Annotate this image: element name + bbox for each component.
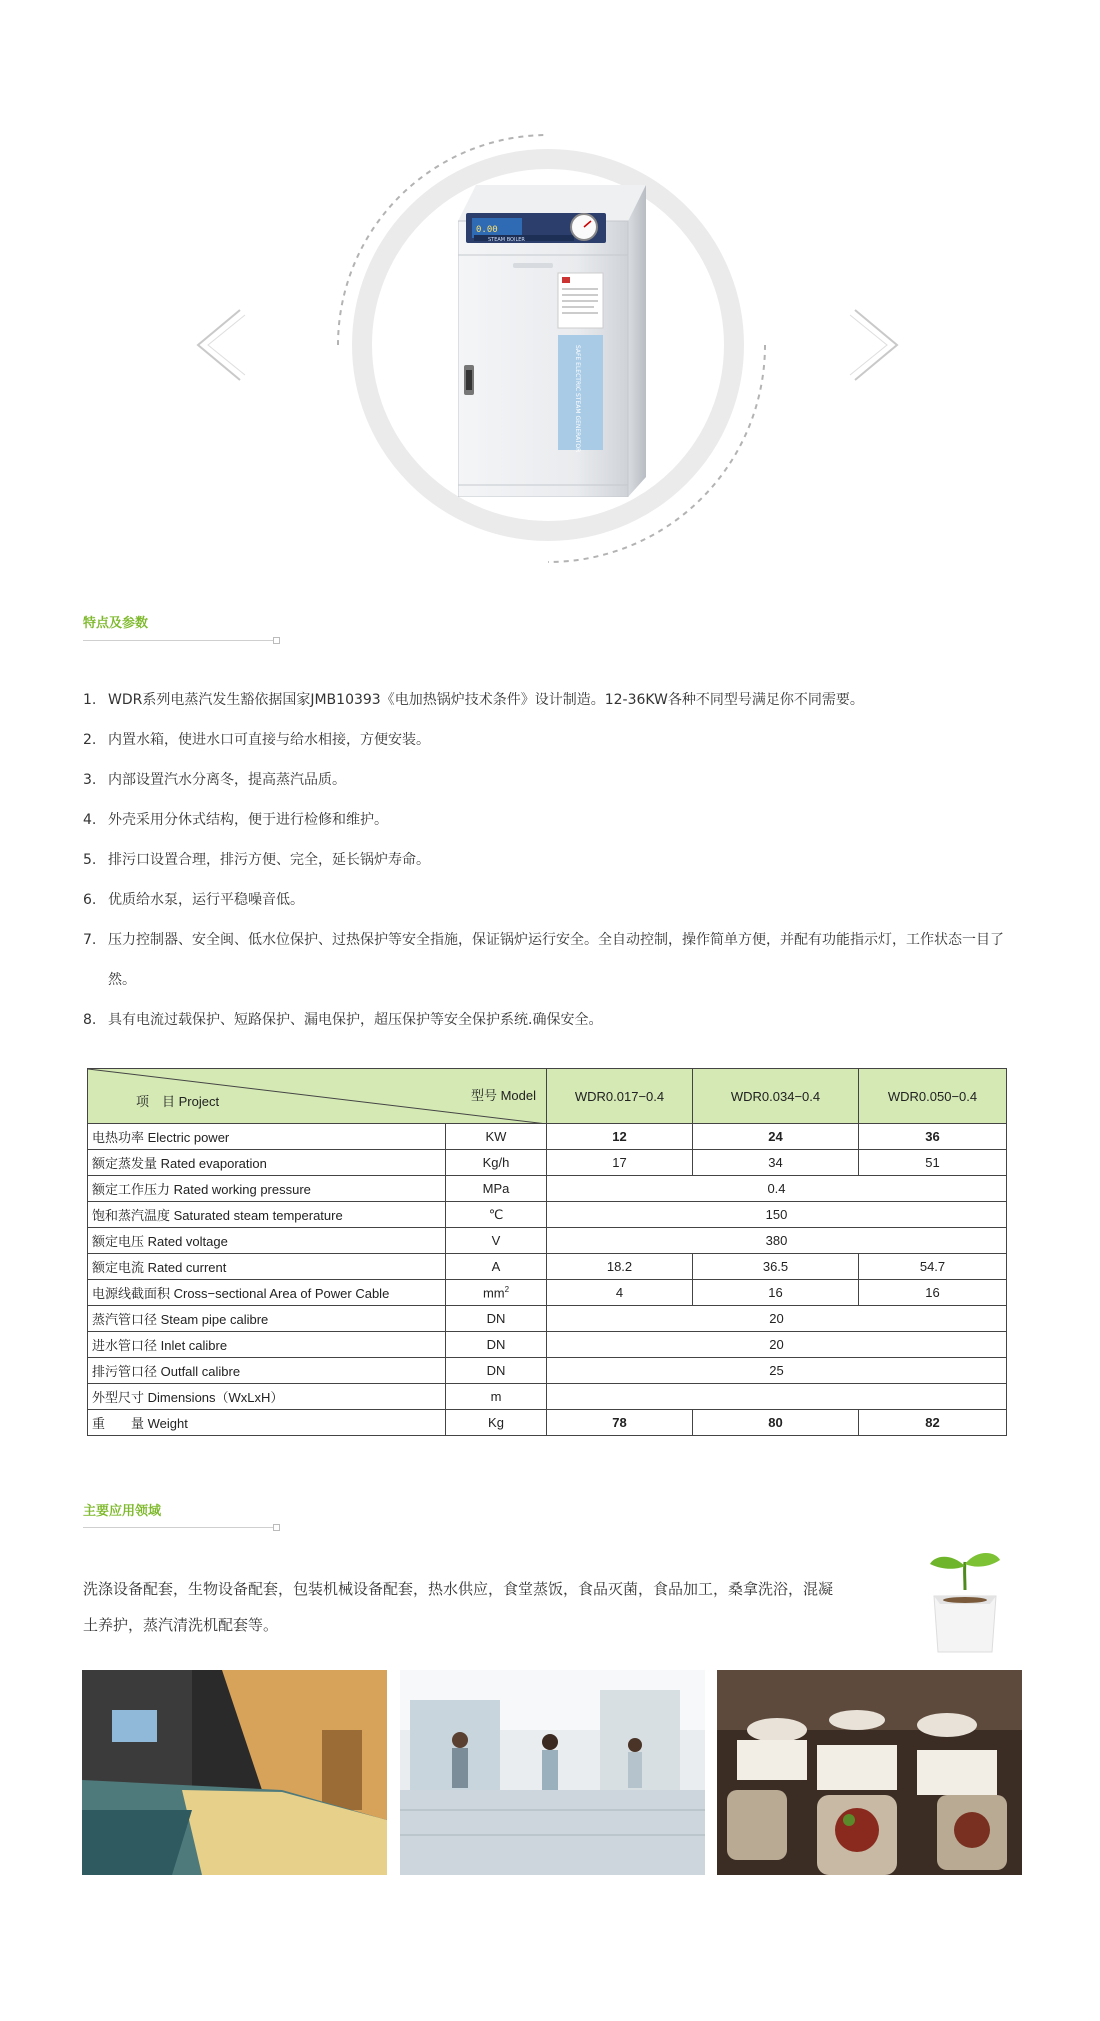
feature-text: 内部设置汽水分离冬，提高蒸汽品质。 (108, 772, 346, 788)
spec-unit: DN (446, 1332, 547, 1358)
spec-value: 4 (547, 1280, 693, 1306)
steam-boiler-image (458, 185, 646, 497)
spec-row (88, 1150, 1007, 1176)
feature-item (83, 680, 1018, 720)
features-section-divider (83, 640, 276, 641)
spec-unit: A (446, 1254, 547, 1280)
feature-item (83, 880, 1018, 920)
spec-row (88, 1384, 1007, 1410)
spec-item-label: 进水管口径 Inlet calibre (88, 1332, 446, 1358)
header-model-label: 型号 Model (470, 1088, 536, 1103)
spec-item-label: 重 量 Weight (88, 1410, 446, 1436)
spec-value-merged: 20 (547, 1306, 1007, 1332)
spec-value: 18.2 (547, 1254, 693, 1280)
spec-table-header (88, 1069, 1007, 1124)
spec-value-merged: 150 (547, 1202, 1007, 1228)
spec-unit: Kg/h (446, 1150, 547, 1176)
spec-value-merged: 20 (547, 1332, 1007, 1358)
model-header: WDR0.034−0.4 (693, 1069, 859, 1124)
feature-text: 优质给水泵，运行平稳噪音低。 (108, 892, 304, 908)
features-section-title: 特点及参数 (83, 616, 149, 631)
feature-item (83, 760, 1018, 800)
model-header: WDR0.017−0.4 (547, 1069, 693, 1124)
spec-item-label: 电热功率 Electric power (88, 1124, 446, 1150)
spec-row (88, 1280, 1007, 1306)
spec-item-label: 饱和蒸汽温度 Saturated steam temperature (88, 1202, 446, 1228)
spec-value: 54.7 (859, 1254, 1007, 1280)
product-hero (0, 0, 1100, 580)
spec-item-label: 额定电压 Rated voltage (88, 1228, 446, 1254)
sprout-pot-icon (920, 1548, 1010, 1660)
spec-row (88, 1124, 1007, 1150)
spec-unit: V (446, 1228, 547, 1254)
spec-value: 80 (693, 1410, 859, 1436)
spec-value: 36.5 (693, 1254, 859, 1280)
spec-item-label: 外型尺寸 Dimensions（WxLxH） (88, 1384, 446, 1410)
header-diagonal-cell (88, 1069, 547, 1124)
feature-item (83, 840, 1018, 880)
spec-value: 34 (693, 1150, 859, 1176)
food-jars-photo (717, 1670, 1022, 1875)
spec-table (87, 1068, 1007, 1436)
feature-number: 6. (83, 892, 97, 908)
chevron-right-icon (845, 305, 905, 385)
feature-number: 4. (83, 812, 97, 828)
spec-value: 24 (693, 1124, 859, 1150)
spec-unit: DN (446, 1306, 547, 1332)
next-arrow-button[interactable] (845, 305, 905, 385)
spec-row (88, 1202, 1007, 1228)
spec-value: 16 (859, 1280, 1007, 1306)
spec-value-merged: 380 (547, 1228, 1007, 1254)
feature-text: 外壳采用分休式结构，便于进行检修和维护。 (108, 812, 388, 828)
feature-number: 5. (83, 852, 97, 868)
spec-item-label: 额定工作压力 Rated working pressure (88, 1176, 446, 1202)
feature-item (83, 720, 1018, 760)
spec-value: 17 (547, 1150, 693, 1176)
spec-value: 51 (859, 1150, 1007, 1176)
spec-unit: Kg (446, 1410, 547, 1436)
applications-section-divider (83, 1527, 276, 1528)
spec-row (88, 1306, 1007, 1332)
spec-unit: MPa (446, 1176, 547, 1202)
feature-text: 排污口设置合理，排污方便、完全，延长锅炉寿命。 (108, 852, 430, 868)
spa-pool-photo (82, 1670, 387, 1875)
spec-row (88, 1176, 1007, 1202)
feature-number: 8. (83, 1012, 97, 1028)
svg-text:STEAM BOILER: STEAM BOILER (488, 237, 525, 243)
spec-value-merged (547, 1384, 1007, 1410)
spec-row (88, 1332, 1007, 1358)
feature-item (83, 800, 1018, 840)
svg-text:0.00: 0.00 (476, 225, 498, 235)
applications-line: 土养护，蒸汽清洗机配套等。 (83, 1616, 279, 1634)
spec-table-body (88, 1124, 1007, 1436)
spec-value-merged: 0.4 (547, 1176, 1007, 1202)
feature-item (83, 1000, 1018, 1040)
feature-text: 内置水箱，使进水口可直接与给水相接，方便安装。 (108, 732, 430, 748)
svg-text:SAFE ELECTRIC STEAM GENERATOR: SAFE ELECTRIC STEAM GENERATOR (574, 345, 581, 453)
feature-text: 压力控制器、安全闽、低水位保护、过热保护等安全指施，保证锅炉运行安全。全自动控制，操作简单方便，并配有功能指示灯，工作状态一目了然。 (108, 932, 1004, 988)
spec-value: 82 (859, 1410, 1007, 1436)
spec-value: 36 (859, 1124, 1007, 1150)
spec-row (88, 1228, 1007, 1254)
header-project-label: 项 目 Project (136, 1094, 220, 1109)
spec-item-label: 额定蒸发量 Rated evaporation (88, 1150, 446, 1176)
feature-item (83, 920, 1018, 1000)
spec-value-merged: 25 (547, 1358, 1007, 1384)
spec-row (88, 1410, 1007, 1436)
feature-number: 1. (83, 692, 97, 708)
spec-unit: m (446, 1384, 547, 1410)
spec-value: 16 (693, 1280, 859, 1306)
spec-item-label: 排污管口径 Outfall calibre (88, 1358, 446, 1384)
spec-unit: DN (446, 1358, 547, 1384)
feature-number: 2. (83, 732, 97, 748)
applications-line: 洗涤设备配套，生物设备配套，包装机械设备配套，热水供应，食堂蒸饭，食品灭菌，食品加工，桑拿洗浴，混凝 (83, 1580, 834, 1598)
feature-text: 具有电流过载保护、短路保护、漏电保护，超压保护等安全保护系统.确保安全。 (108, 1012, 603, 1028)
spec-value: 12 (547, 1124, 693, 1150)
applications-section-title: 主要应用领域 (83, 1504, 162, 1519)
feature-text: WDR系列电蒸汽发生豁依据国家JMB10393《电加热锅炉技术条件》设计制造。12-36KW各种不同型号满足你不同需要。 (108, 692, 864, 708)
feature-number: 3. (83, 772, 97, 788)
spec-row (88, 1254, 1007, 1280)
model-header: WDR0.050−0.4 (859, 1069, 1007, 1124)
spec-unit: $mm^2$ (446, 1280, 547, 1306)
cafeteria-photo (400, 1670, 705, 1875)
spec-item-label: 电源线截面积 Cross−sectional Area of Power Cable (88, 1280, 446, 1306)
spec-item-label: 额定电流 Rated current (88, 1254, 446, 1280)
spec-value: 78 (547, 1410, 693, 1436)
prev-arrow-button[interactable] (190, 305, 250, 385)
spec-unit: KW (446, 1124, 547, 1150)
feature-number: 7. (83, 932, 97, 948)
spec-unit: ℃ (446, 1202, 547, 1228)
chevron-left-icon (190, 305, 250, 385)
spec-item-label: 蒸汽管口径 Steam pipe calibre (88, 1306, 446, 1332)
applications-text (83, 1571, 883, 1643)
spec-row (88, 1358, 1007, 1384)
features-list (83, 680, 1018, 1040)
